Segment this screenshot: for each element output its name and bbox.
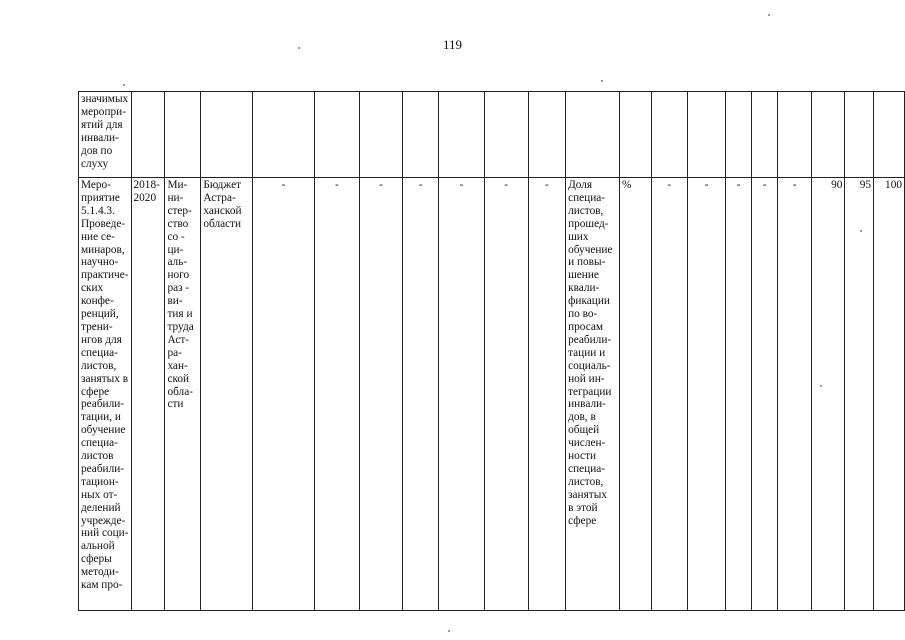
- scan-speck: [448, 630, 450, 632]
- program-table: [78, 91, 905, 611]
- funding-value-cell: -: [484, 178, 528, 611]
- indicator-value-cell: -: [687, 178, 725, 611]
- empty-cell: [751, 92, 778, 178]
- page-number: 119: [442, 37, 463, 52]
- empty-cell: [359, 92, 402, 178]
- empty-cell: [845, 92, 874, 178]
- empty-cell: [201, 92, 253, 178]
- scan-speck: [298, 47, 300, 49]
- table-row: [79, 92, 905, 178]
- empty-cell: [619, 92, 651, 178]
- empty-cell: [811, 92, 845, 178]
- scan-speck: [123, 84, 125, 86]
- indicator-value-cell: -: [726, 178, 752, 611]
- unit-cell: %: [619, 178, 651, 611]
- period-cell: 2018- 2020: [131, 178, 165, 611]
- empty-cell: [131, 92, 165, 178]
- executor-cell: Ми- ни- стер- ство со - ци- аль- ного раз - ви- тия и труда Аст- ра- хан- ской обла- сти: [165, 178, 201, 611]
- scan-speck: [820, 385, 822, 387]
- funding-value-cell: -: [528, 178, 565, 611]
- indicator-value-cell: -: [651, 178, 687, 611]
- scan-speck: [601, 80, 603, 82]
- empty-cell: [651, 92, 687, 178]
- empty-cell: [874, 92, 905, 178]
- scan-speck: [768, 14, 770, 16]
- indicator-value-cell: 100: [874, 178, 905, 611]
- empty-cell: [528, 92, 565, 178]
- empty-cell: [253, 92, 315, 178]
- funding-source-cell: Бюджет Астра- ханской области: [201, 178, 253, 611]
- indicator-value-cell: 90: [811, 178, 845, 611]
- empty-cell: [687, 92, 725, 178]
- empty-cell: [165, 92, 201, 178]
- funding-value-cell: -: [359, 178, 402, 611]
- funding-value-cell: -: [314, 178, 359, 611]
- table-row: [79, 178, 905, 611]
- indicator-value-cell: -: [751, 178, 778, 611]
- funding-value-cell: -: [253, 178, 315, 611]
- scan-speck: [860, 230, 862, 232]
- empty-cell: [566, 92, 620, 178]
- indicator-value-cell: -: [778, 178, 811, 611]
- funding-value-cell: -: [439, 178, 484, 611]
- indicator-cell: Доля специа- листов, прошед- ших обучение и повы- шение квали- фикации по во- просам реабили- тации и социаль- ной ин- теграции инвали- дов, в общей числен- ности специа- листов, занятых в этой сфере: [566, 178, 620, 611]
- empty-cell: [314, 92, 359, 178]
- empty-cell: [439, 92, 484, 178]
- empty-cell: [484, 92, 528, 178]
- empty-cell: [778, 92, 811, 178]
- empty-cell: [403, 92, 439, 178]
- funding-value-cell: -: [403, 178, 439, 611]
- indicator-value-cell: 95: [845, 178, 874, 611]
- empty-cell: [726, 92, 752, 178]
- activity-name-cell: Меро- приятие 5.1.4.3. Проведе- ние се- минаров, научно- практиче- ских конфе- ренций, трени- нгов для специа- листов, занятых в сфере реабили- тации, и обучение специа- листов реабили- тацион- ных от- делений учрежде- ний соци- альной сферы методи- кам про-: [79, 178, 132, 611]
- activity-name-cell: значимых меропри- ятий для инвали- дов по слуху: [79, 92, 132, 178]
